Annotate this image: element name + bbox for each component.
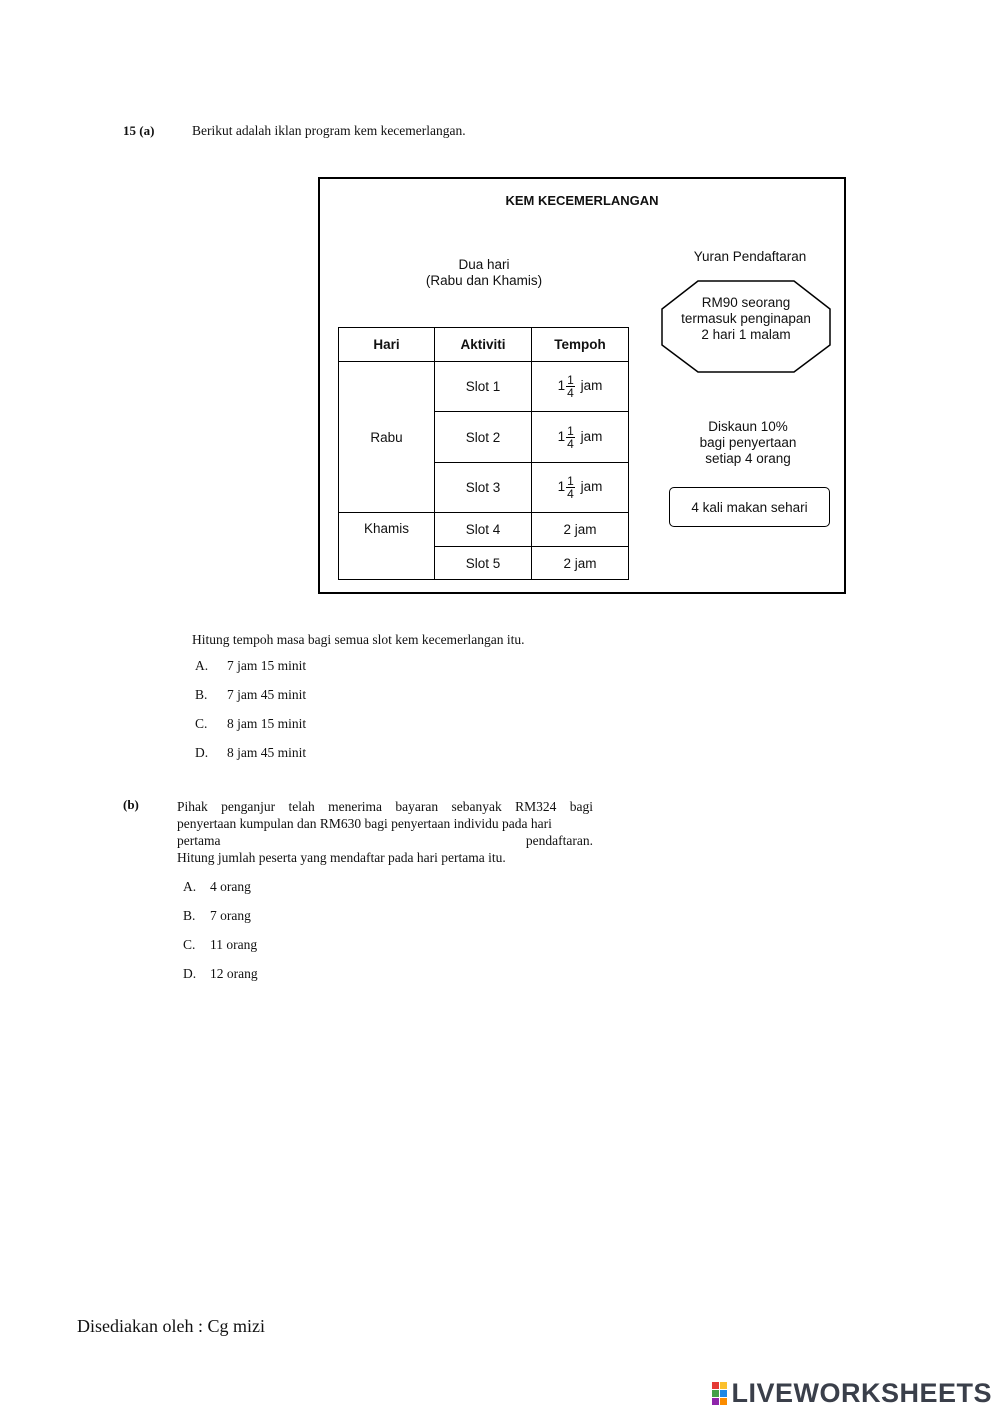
logo-square xyxy=(712,1390,719,1397)
option-text: 11 orang xyxy=(210,937,258,952)
option-b-15b[interactable] xyxy=(183,907,251,925)
logo-square xyxy=(720,1382,727,1389)
advert-title: KEM KECEMERLANGAN xyxy=(505,193,659,208)
logo-square xyxy=(712,1398,719,1405)
discount-line-1: Diskaun 10% xyxy=(708,419,788,434)
camp-advert xyxy=(318,177,846,594)
day-khamis: Khamis xyxy=(339,513,435,580)
slot-name: Slot 5 xyxy=(435,547,532,580)
slot-duration: 1 $\frac{1}{4}$ jam xyxy=(532,362,629,412)
table-header-row xyxy=(339,328,629,362)
meals-box: 4 kali makan sehari xyxy=(669,487,830,527)
para-line-3 xyxy=(177,832,593,849)
slot-duration: 2 jam xyxy=(532,513,629,547)
slot-duration: 2 jam xyxy=(532,547,629,580)
logo-square xyxy=(720,1390,727,1397)
option-text: 7 jam 15 minit xyxy=(227,658,307,673)
option-a-15b[interactable] xyxy=(183,878,251,896)
option-letter: A. xyxy=(183,879,197,894)
header-hari: Hari xyxy=(339,328,435,362)
fee-line-3: 2 hari 1 malam xyxy=(701,327,791,342)
option-text: 8 jam 15 minit xyxy=(227,716,307,731)
day-rabu: Rabu xyxy=(339,362,435,513)
slot-name: Slot 3 xyxy=(435,463,532,513)
table-row xyxy=(339,362,629,412)
fee-line-2: termasuk penginapan xyxy=(681,311,811,326)
slot-name: Slot 2 xyxy=(435,412,532,463)
table-row xyxy=(339,513,629,547)
option-d-15a[interactable] xyxy=(195,744,306,762)
option-letter: B. xyxy=(195,687,208,702)
option-a-15a[interactable] xyxy=(195,657,306,675)
option-text: 7 jam 45 minit xyxy=(227,687,307,702)
option-letter: D. xyxy=(183,966,197,981)
fee-line-1: RM90 seorang xyxy=(701,295,791,310)
discount-line-2: bagi penyertaan xyxy=(699,435,797,450)
schedule-table xyxy=(338,327,629,580)
fee-heading: Yuran Pendaftaran xyxy=(693,249,807,264)
question-15b-text xyxy=(177,798,593,866)
para-line-2: penyertaan kumpulan dan RM630 bagi penyertaan individu pada hari xyxy=(177,816,552,831)
slot-name: Slot 1 xyxy=(435,362,532,412)
liveworksheets-logo xyxy=(712,1378,992,1409)
discount-info xyxy=(660,419,836,467)
question-intro: Berikut adalah iklan program kem kecemerlangan. xyxy=(192,123,466,138)
header-aktiviti: Aktiviti xyxy=(435,328,532,362)
option-text: 4 orang xyxy=(210,879,251,894)
logo-square xyxy=(720,1398,727,1405)
para-line-3-right: pendaftaran. xyxy=(525,833,593,848)
logo-square xyxy=(712,1382,719,1389)
logo-squares-icon xyxy=(712,1382,727,1405)
para-line-3-left: pertama xyxy=(177,833,221,848)
option-letter: D. xyxy=(195,745,209,760)
option-letter: B. xyxy=(183,908,196,923)
option-letter: A. xyxy=(195,658,209,673)
header-tempoh: Tempoh xyxy=(532,328,629,362)
option-letter: C. xyxy=(183,937,196,952)
option-text: 8 jam 45 minit xyxy=(227,745,307,760)
option-c-15b[interactable] xyxy=(183,936,257,954)
prepared-by-text: Disediakan oleh : Cg mizi xyxy=(77,1316,265,1336)
option-letter: C. xyxy=(195,716,208,731)
option-b-15a[interactable] xyxy=(195,686,306,704)
question-15a-prompt: Hitung tempoh masa bagi semua slot kem kecemerlangan itu. xyxy=(192,632,525,647)
duration-line-1: Dua hari xyxy=(458,257,510,272)
advert-duration xyxy=(380,257,588,289)
para-line-1: Pihak penganjur telah menerima bayaran sebanyak RM324 bagi xyxy=(177,799,593,814)
question-number-15a: 15 (a) xyxy=(123,123,155,138)
fee-details xyxy=(660,295,832,343)
para-line-4: Hitung jumlah peserta yang mendaftar pada hari pertama itu. xyxy=(177,850,506,865)
option-text: 12 orang xyxy=(210,966,258,981)
option-text: 7 orang xyxy=(210,908,251,923)
slot-duration: 1 $\frac{1}{4}$ jam xyxy=(532,412,629,463)
brand-name: LIVEWORKSHEETS xyxy=(731,1378,992,1408)
question-number-15b: (b) xyxy=(123,797,139,812)
option-c-15a[interactable] xyxy=(195,715,306,733)
slot-name: Slot 4 xyxy=(435,513,532,547)
option-d-15b[interactable] xyxy=(183,965,258,983)
duration-line-2: (Rabu dan Khamis) xyxy=(425,273,543,288)
slot-duration: 1 $\frac{1}{4}$ jam xyxy=(532,463,629,513)
discount-line-3: setiap 4 orang xyxy=(705,451,791,466)
